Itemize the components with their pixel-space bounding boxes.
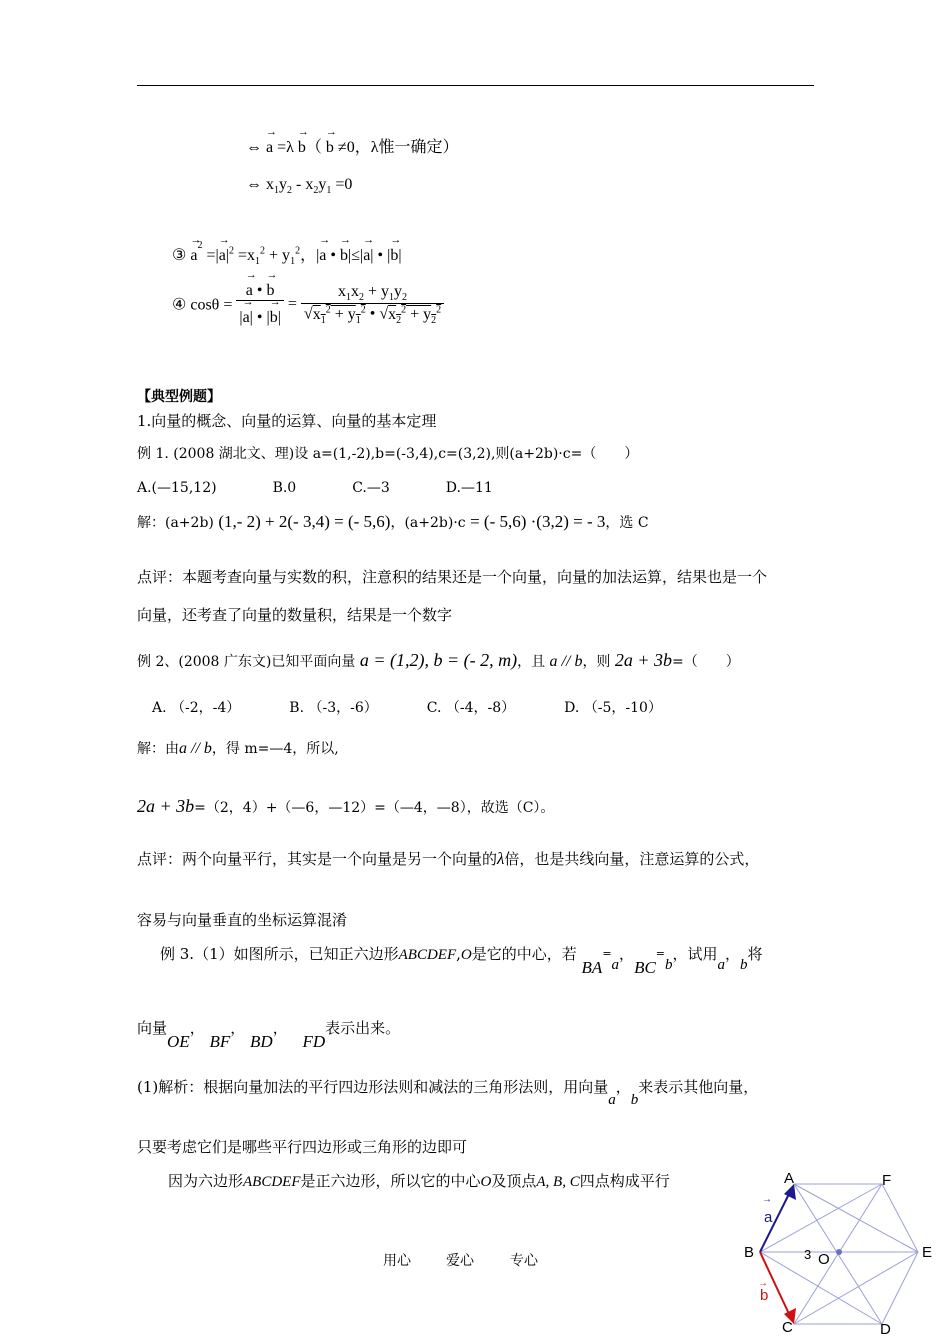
ex1-comment-line1: 点评：本题考查向量与实数的积，注意积的结果还是一个向量，向量的加法运算，结果也是一个 <box>137 568 768 586</box>
ex3-analysis-line2: 只要考虑它们是哪些平行四边形或三角形的边即可 <box>137 1138 468 1156</box>
ex1-question: 例 1. (2008 湖北文、理)设 a=(1,-2),b=(-3,4),c=(3,2),则(a+2b)·c=（ ） <box>137 446 639 462</box>
page-number: 3 <box>804 1247 812 1262</box>
topic-heading: 1.向量的概念、向量的运算、向量的基本定理 <box>137 412 437 430</box>
label-a-arrow-icon: → <box>762 1194 772 1205</box>
label-B: B <box>744 1244 755 1261</box>
center-point <box>836 1249 842 1255</box>
ex2-question: 例 2、(2008 广东文)已知平面向量 a = (1,2), b = (- 2, m)，且 a // b，则 2a + 3b=（ ） <box>137 650 740 670</box>
formula-parallel-1: ⇔ → a =λ → b（ → b ≠0，λ惟一确定） <box>246 134 458 157</box>
formula-magnitude: ③ → $a^2$ =|→ $a|^2 =x_1^2 + y_1^2$，|→ a • → b|≤|→ a| • |→ b| <box>172 242 402 267</box>
section-title: 【典型例题】 <box>137 389 221 405</box>
label-b: b <box>760 1287 769 1304</box>
formula-parallel-2: ⇔ $x_1y_2 - x_2y_1 =0$ <box>246 176 353 197</box>
label-C: C <box>782 1319 793 1336</box>
ex2-comment-line1: 点评：两个向量平行，其实是一个向量是另一个向量的λ倍，也是共线向量，注意运算的公式， <box>137 849 760 868</box>
ex2-solution-line1: 解：由a // b，得 m=—4，所以, <box>137 740 339 757</box>
formula-cosine: ④ cosθ = → $\frac{a • \to b}{|\to a| • |\to b|}$ = $\frac{x_1x_2 + y_1y_2}{√x_1^2 + y_1^2 • √x_2^2 + y_2^2}$ <box>172 282 444 327</box>
header-rule <box>137 85 814 86</box>
label-O: O <box>818 1251 830 1268</box>
ex3-question-line1: 例 3.（1）如图所示，已知正六边形ABCDEF,O是它的中心，若 BA=a，BC=b，试用a，b将 <box>160 945 763 977</box>
ex3-question-line2: 向量OE， BF， BD， FD表示出来。 <box>137 1019 401 1051</box>
ex2-solution-line2: 2a + 3b=（2，4）+（—6，—12）=（—4，—8），故选（C）。 <box>137 796 555 816</box>
label-E: E <box>922 1244 933 1261</box>
label-A: A <box>784 1170 795 1187</box>
label-b-arrow-icon: → <box>758 1278 768 1289</box>
ex2-options: A. （-2，-4） B. （-3，-6） C. （-4，-8） D. （-5，-10） <box>152 700 662 716</box>
footer-right: 专心 <box>510 1253 538 1269</box>
label-a: a <box>764 1209 773 1226</box>
label-F: F <box>882 1172 892 1189</box>
ex3-analysis-line1: (1)解析：根据向量加法的平行四边形法则和减法的三角形法则，用向量a，b来表示其他向量， <box>137 1078 759 1108</box>
footer-left: 用心 <box>383 1253 411 1269</box>
footer-mid: 爱心 <box>446 1253 474 1269</box>
hexagon-figure <box>738 1164 944 1340</box>
ex1-solution: 解：(a+2b) (1,- 2) + 2(- 3,4) = (- 5,6)，(a+2b)·c = (- 5,6) ·(3,2) = - 3，选 C <box>137 512 649 531</box>
label-D: D <box>880 1321 891 1338</box>
ex1-comment-line2: 向量，还考查了向量的数量积，结果是一个数字 <box>137 606 453 624</box>
ex1-options: A.(—15,12) B.0 C.—3 D.—11 <box>137 480 493 496</box>
ex2-comment-line2: 容易与向量垂直的坐标运算混淆 <box>137 911 348 929</box>
ex3-analysis-line3: 因为六边形ABCDEF是正六边形，所以它的中心O及顶点A, B, C四点构成平行 <box>168 1172 670 1190</box>
